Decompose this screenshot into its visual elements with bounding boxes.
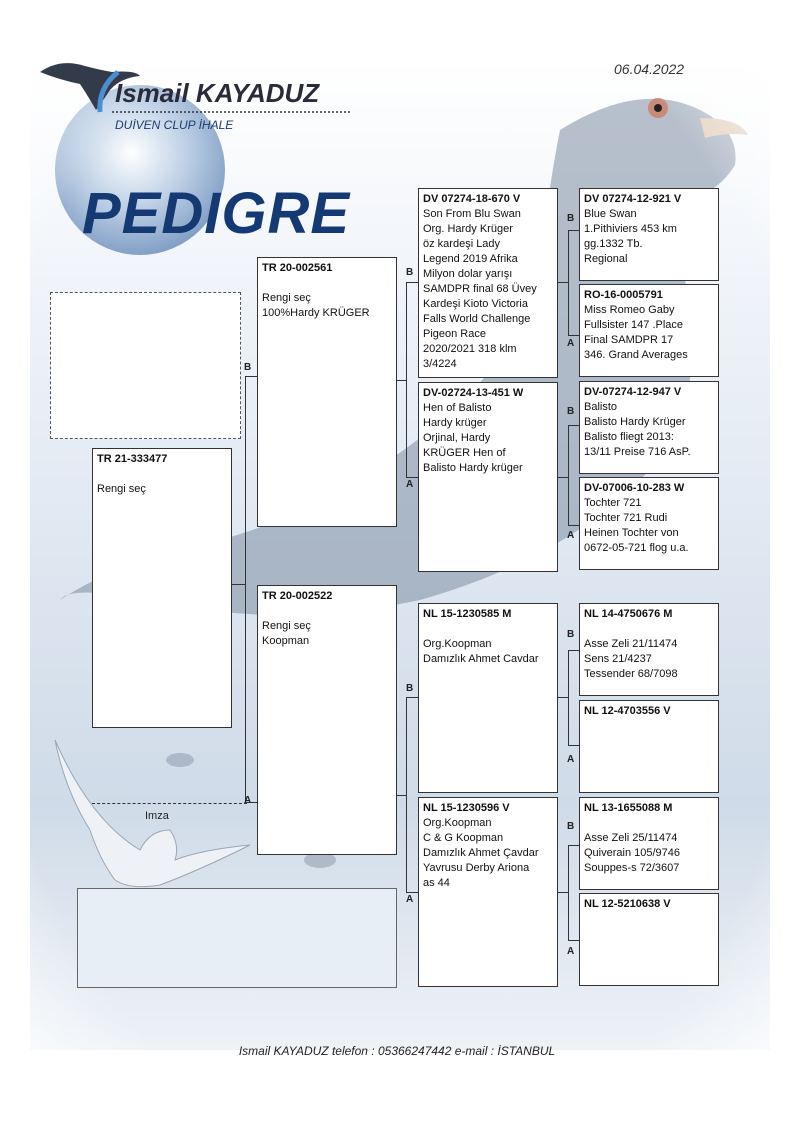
pedigree-text-line: Koopman [262, 635, 310, 647]
pedigree-text-line: Final SAMDPR 17 [584, 334, 674, 346]
sire-sire-sire-box [579, 188, 719, 281]
connector-sire-bottom [406, 477, 418, 478]
pedigree-text-line: öz kardeşi Lady [423, 238, 501, 250]
pedigree-text-line: Blue Swan [584, 208, 637, 220]
ring-number: NL 12-4703556 V [584, 705, 671, 717]
sex-letter-b: B [567, 406, 575, 417]
pedigree-text-line [423, 622, 553, 637]
signature-line [92, 803, 247, 804]
pedigree-text-line: Rengi seç [262, 292, 311, 304]
pedigree-text-line: 2020/2021 318 klm [423, 343, 517, 355]
connector-ss [568, 230, 569, 335]
ring-number: DV-07274-12-947 V [584, 386, 682, 398]
pedigree-text-line: Pigeon Race [423, 328, 486, 340]
pedigree-text-line: Rengi seç [97, 483, 146, 495]
sex-letter-a: A [244, 795, 252, 806]
sex-letter-a: A [567, 754, 575, 765]
connector-sd-stub [558, 477, 568, 478]
pedigree-text-line: Org.Koopman [423, 817, 492, 829]
pedigree-text-line: Kardeşi Kioto Victoria [423, 298, 528, 310]
sire-sire-box [418, 188, 558, 378]
connector-dd [568, 845, 569, 940]
pedigree-text-line: Heinen Tochter von [584, 527, 679, 539]
pedigree-text-line: Falls World Challenge [423, 313, 531, 325]
connector-dd-stub [558, 892, 568, 893]
sire-dam-sire-box [579, 381, 719, 474]
pedigree-text-line: KRÜGER Hen of [423, 447, 506, 459]
ring-number: TR 21-333477 [97, 453, 168, 465]
pedigree-text-line: 346. Grand Averages [584, 349, 688, 361]
pedigree-text-line [584, 622, 714, 637]
sire-dam-box [418, 382, 558, 572]
ring-number: NL 12-5210638 V [584, 898, 671, 910]
pedigree-text-line: Orjinal, Hardy [423, 432, 491, 444]
ring-number: DV-02724-13-451 W [423, 387, 524, 399]
connector-sd [568, 425, 569, 525]
connector-gen1-top [245, 376, 257, 377]
pedigree-text-line: Son From Blu Swan [423, 208, 521, 220]
connector-sire-stub [396, 380, 406, 381]
ring-number: TR 20-002522 [262, 590, 333, 602]
pedigree-text-line: 100%Hardy KRÜGER [262, 307, 370, 319]
sire-sire-dam-box [579, 284, 719, 377]
pedigree-text-line: Damızlık Ahmet Çavdar [423, 847, 539, 859]
ring-number: NL 13-1655088 M [584, 802, 673, 814]
connector-gen1-stub [231, 584, 245, 585]
ring-number: TR 20-002561 [262, 262, 333, 274]
ring-number: DV-07006-10-283 W [584, 482, 685, 494]
pedigree-text-line: 3/4224 [423, 358, 457, 370]
pedigree-text-line: Balisto [584, 401, 618, 413]
pedigree-text-line: Yavrusu Derby Ariona [423, 862, 530, 874]
signature-label: Imza [145, 810, 169, 822]
pedigree-text-line: 1.Pithiviers 453 km [584, 223, 677, 235]
connector-ss-stub [558, 282, 568, 283]
pedigree-text-line: Damızlık Ahmet Cavdar [423, 653, 539, 665]
pedigree-text-line: Balisto fliegt 2013: [584, 431, 674, 443]
pedigree-text-line: Miss Romeo Gaby [584, 304, 675, 316]
sex-letter-a: A [406, 479, 414, 490]
connector-dam-stub [396, 795, 406, 796]
sex-letter-b: B [406, 267, 414, 278]
owner-name: Ismail KAYADUZ [115, 78, 320, 108]
sex-letter-a: A [567, 338, 575, 349]
pedigree-text-line: as 44 [423, 877, 450, 889]
connector-ds [568, 650, 569, 745]
ring-number: DV 07274-12-921 V [584, 193, 682, 205]
sex-letter-b: B [244, 362, 252, 373]
pedigree-text-line: Legend 2019 Afrika [423, 253, 518, 265]
pedigree-text-line: 13/11 Preise 716 AsP. [584, 446, 691, 458]
pedigree-date: 06.04.2022 [614, 61, 685, 77]
pedigree-text-line: Tessender 68/7098 [584, 668, 678, 680]
pedigree-text-line: Org. Hardy Krüger [423, 223, 513, 235]
pedigree-text-line [584, 816, 714, 831]
pedigree-text-line: Asse Zeli 25/11474 [584, 832, 678, 844]
dam-dam-sire-box [579, 797, 719, 890]
pedigree-text-line: C & G Koopman [423, 832, 504, 844]
ring-number: NL 15-1230585 M [423, 608, 512, 620]
sire-box [257, 257, 397, 527]
pedigree-text-line: Rengi seç [262, 620, 311, 632]
sire-dam-dam-box [579, 477, 719, 570]
connector-dam-bottom [406, 892, 418, 893]
pedigree-text-line: Souppes-s 72/3607 [584, 862, 680, 874]
notes-box [77, 888, 397, 988]
pedigree-text-line: gg.1332 Tb. [584, 238, 643, 250]
dam-sire-sire-box [579, 603, 719, 696]
pigeon-box [92, 448, 232, 728]
pedigree-text-line: Balisto Hardy krüger [423, 462, 523, 474]
dam-dam-box [418, 797, 558, 987]
pedigree-text-line: Quiverain 105/9746 [584, 847, 681, 859]
sex-letter-b: B [567, 629, 575, 640]
dam-box [257, 585, 397, 855]
sex-letter-b: B [406, 683, 414, 694]
pedigree-text-line: Org.Koopman [423, 638, 492, 650]
page-title: PEDIGRE [82, 181, 351, 246]
sex-letter-b: B [567, 821, 575, 832]
pedigree-text-line: Fullsister 147 .Place [584, 319, 684, 331]
pedigree-text-line: Asse Zeli 21/11474 [584, 638, 678, 650]
sex-letter-a: A [567, 946, 575, 957]
pedigree-text-line: 0672-05-721 flog u.a. [584, 542, 689, 554]
pedigree-text-line: Sens 21/4237 [584, 653, 652, 665]
ring-number: DV 07274-18-670 V [423, 193, 521, 205]
pedigree-text-line: Hardy krüger [423, 417, 487, 429]
sex-letter-b: B [567, 213, 575, 224]
pedigree-text-line: Milyon dolar yarışı [423, 268, 513, 280]
footer-contact: Ismail KAYADUZ telefon : 05366247442 e-mail : İSTANBUL [238, 1044, 556, 1058]
pedigree-text-line: Tochter 721 Rudi [584, 512, 668, 524]
connector-dam-top [406, 697, 418, 698]
sex-letter-a: A [406, 894, 414, 905]
dam-sire-box [418, 603, 558, 793]
pedigree-text-line [97, 467, 227, 482]
connector-dam [406, 697, 407, 892]
connector-sire [406, 282, 407, 477]
connector-gen1 [245, 376, 246, 802]
pedigree-text-line: SAMDPR final 68 Üvey [423, 283, 537, 295]
dam-sire-dam-box [579, 700, 719, 793]
pedigree-text-line [262, 604, 392, 619]
pedigree-text-line: Tochter 721 [584, 497, 642, 509]
club-name: DUİVEN CLUP İHALE [115, 118, 234, 132]
ring-number: NL 15-1230596 V [423, 802, 510, 814]
pedigree-text-line: Regional [584, 253, 628, 265]
photo-placeholder [50, 292, 241, 439]
ring-number: NL 14-4750676 M [584, 608, 673, 620]
connector-ds-stub [558, 697, 568, 698]
pedigree-text-line [262, 276, 392, 291]
dam-dam-dam-box [579, 893, 719, 986]
pedigree-text-line: Balisto Hardy Krüger [584, 416, 686, 428]
ring-number: RO-16-0005791 [584, 289, 663, 301]
connector-sire-top [406, 282, 418, 283]
pedigree-text-line: Hen of Balisto [423, 402, 492, 414]
sex-letter-a: A [567, 530, 575, 541]
